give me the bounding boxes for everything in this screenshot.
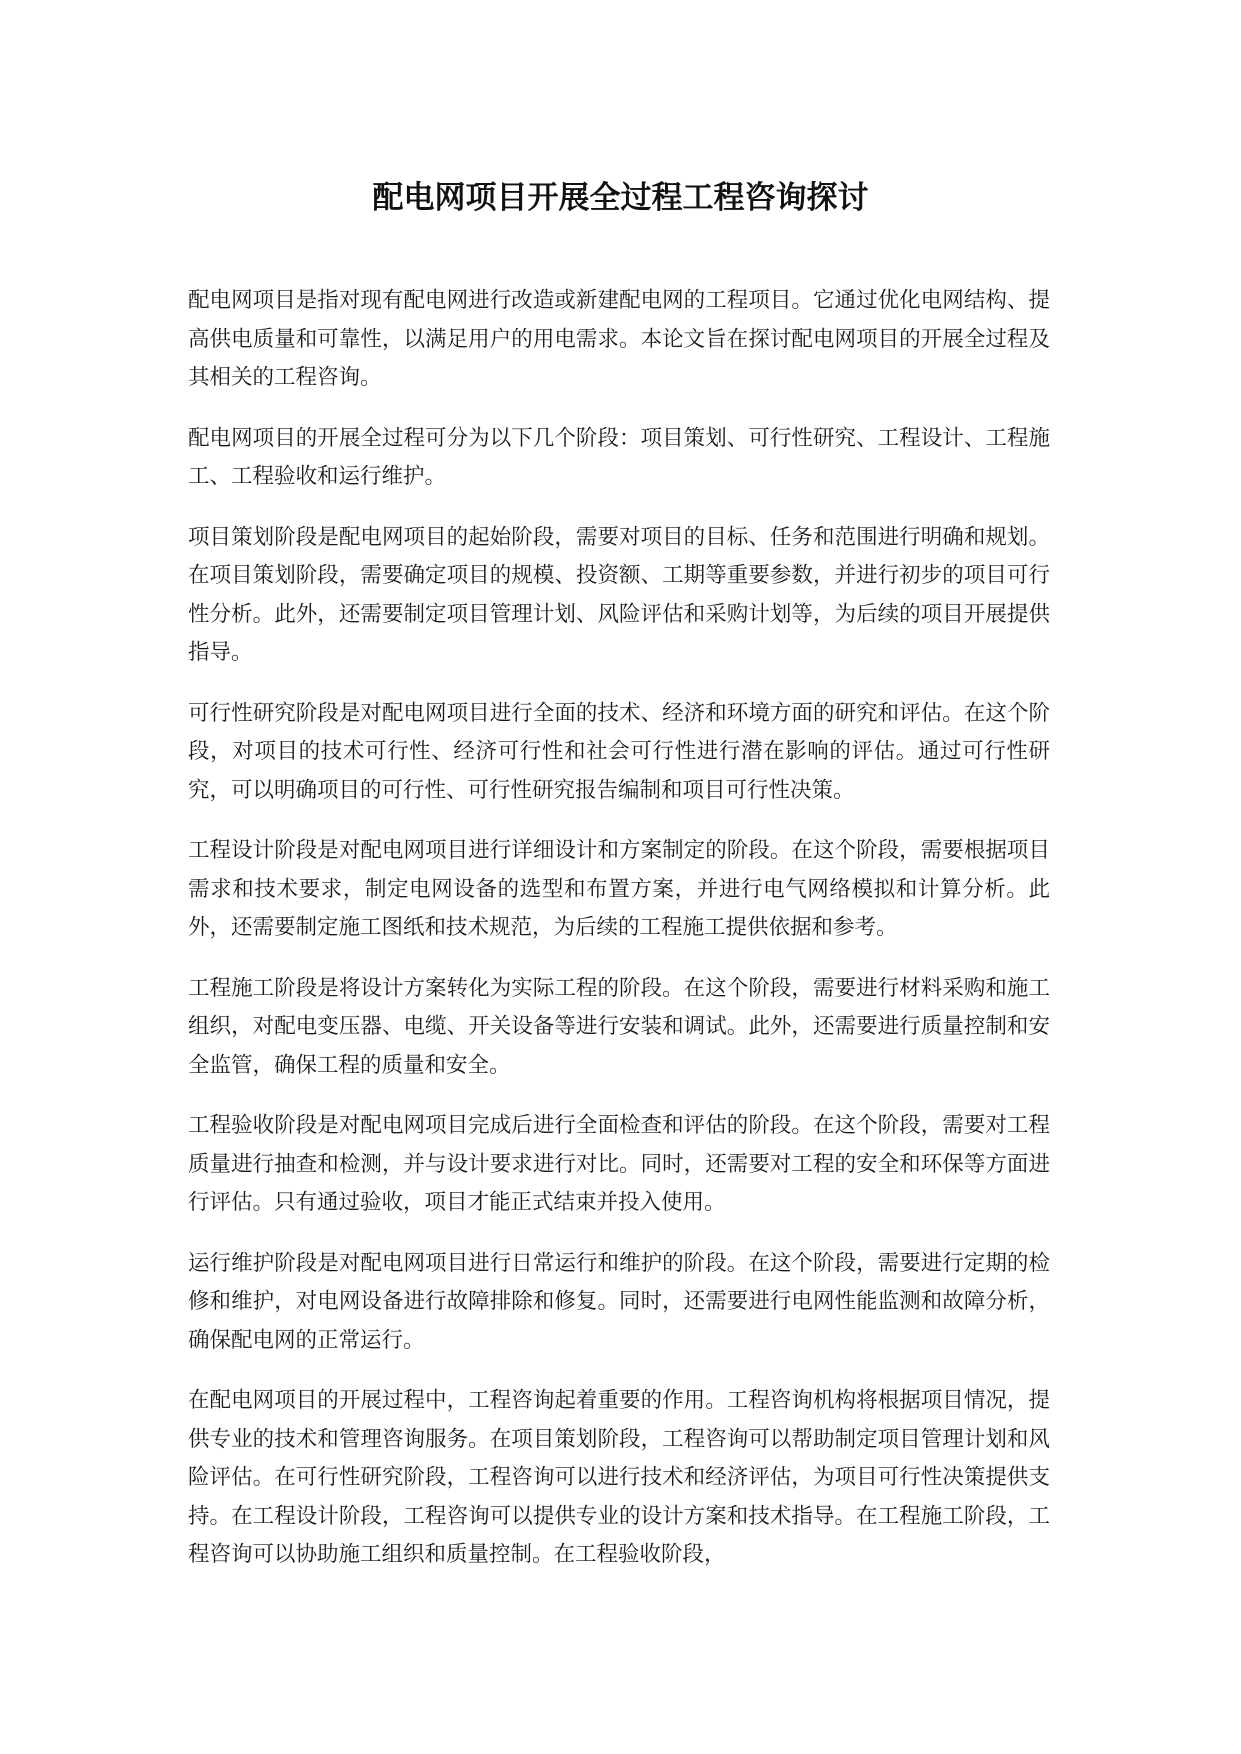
paragraph-consulting-role: 在配电网项目的开展过程中，工程咨询起着重要的作用。工程咨询机构将根据项目情况，提供专业的技术和管理咨询服务。在项目策划阶段，工程咨询可以帮助制定项目管理计划和风险评估。在可行性研究阶段，工程咨询可以进行技术和经济评估，为项目可行性决策提供支持。在工程设计阶段，工程咨询可以提供专业的设计方案和技术指导。在工程施工阶段，工程咨询可以协助施工组织和质量控制。在工程验收阶段， [188, 1388, 1050, 1567]
paragraph-construction: 工程施工阶段是将设计方案转化为实际工程的阶段。在这个阶段，需要进行材料采购和施工组织，对配电变压器、电缆、开关设备等进行安装和调试。此外，还需要进行质量控制和安全监管，确保工程的质量和安全。 [188, 975, 1050, 1078]
document-body [188, 282, 1050, 1597]
paragraph-engineering-design: 工程设计阶段是对配电网项目进行详细设计和方案制定的阶段。在这个阶段，需要根据项目需求和技术要求，制定电网设备的选型和布置方案，并进行电气网络模拟和计算分析。此外，还需要制定施工图纸和技术规范，为后续的工程施工提供依据和参考。 [188, 838, 1050, 940]
paragraph-stages-overview: 配电网项目的开展全过程可分为以下几个阶段：项目策划、可行性研究、工程设计、工程施工、工程验收和运行维护。 [188, 425, 1050, 489]
paragraph-project-planning: 项目策划阶段是配电网项目的起始阶段，需要对项目的目标、任务和范围进行明确和规划。在项目策划阶段，需要确定项目的规模、投资额、工期等重要参数，并进行初步的项目可行性分析。此外，还需要制定项目管理计划、风险评估和采购计划等，为后续的项目开展提供指导。 [188, 524, 1050, 665]
document-title: 配电网项目开展全过程工程咨询探讨 [372, 180, 869, 216]
paragraph-feasibility-study: 可行性研究阶段是对配电网项目进行全面的技术、经济和环境方面的研究和评估。在这个阶段，对项目的技术可行性、经济可行性和社会可行性进行潜在影响的评估。通过可行性研究，可以明确项目的可行性、可行性研究报告编制和项目可行性决策。 [188, 700, 1050, 803]
paragraph-acceptance: 工程验收阶段是对配电网项目完成后进行全面检查和评估的阶段。在这个阶段，需要对工程质量进行抽查和检测，并与设计要求进行对比。同时，还需要对工程的安全和环保等方面进行评估。只有通过验收，项目才能正式结束并投入使用。 [188, 1113, 1050, 1215]
paragraph-operation-maintenance: 运行维护阶段是对配电网项目进行日常运行和维护的阶段。在这个阶段，需要进行定期的检修和维护，对电网设备进行故障排除和修复。同时，还需要进行电网性能监测和故障分析，确保配电网的正常运行。 [188, 1250, 1050, 1353]
paragraph-intro: 配电网项目是指对现有配电网进行改造或新建配电网的工程项目。它通过优化电网结构、提高供电质量和可靠性，以满足用户的用电需求。本论文旨在探讨配电网项目的开展全过程及其相关的工程咨询。 [188, 288, 1050, 390]
